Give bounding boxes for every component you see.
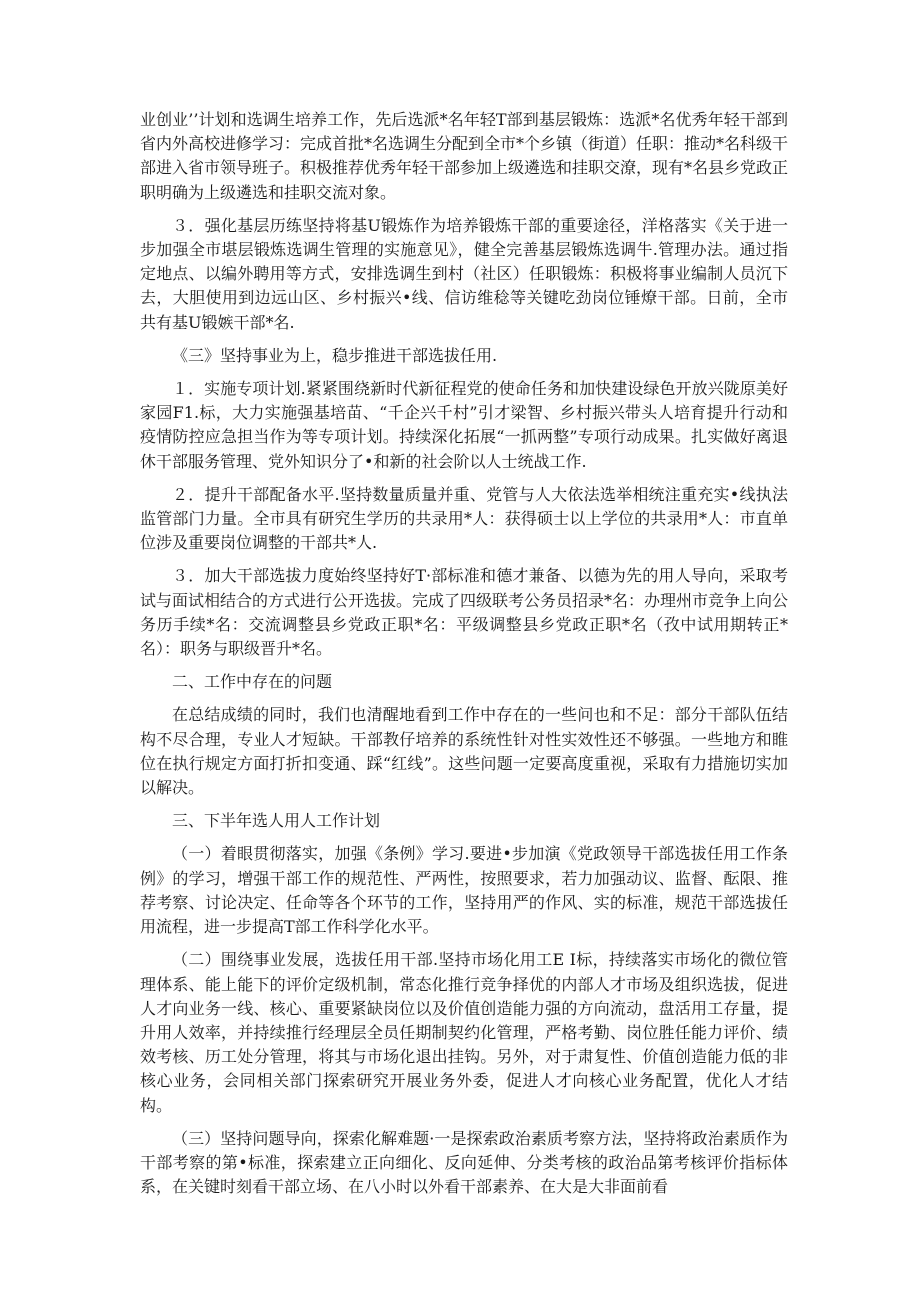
section-heading-career-first: 《三》坚持事业为上，稳步推进干部选拔任用. xyxy=(172,345,498,365)
paragraph-special-plans: １．实施专项计划.紧紧围绕新时代新征程党的使命任务和加快建设绿色开放兴陇原美好家园F1.标，大力实施强基培苗、“千企兴千村”引才梁智、乡村振兴带头人培育提升行动和疫情防控应急担当作为等专项计划。持续深化拓展“一抓两整”专项行动成果。扎实做好离退休干部服务管理、党外知识分了•和新的社会阶以人士统战工作. xyxy=(140,379,788,471)
paragraph-continuation: 业创业’’计划和选调生培养工作，先后选派*名年轻T部到基层锻炼：选派*名优秀年轻干部到省内外高校进修学习：完成首批*名选调生分配到全市*个乡镇（街道）任职：推动*名科级干部进入省市领导班子。积极推荐优秀年轻干部参加上级遴选和挂职交潦，现有*名县乡党政正职明确为上级遴选和挂职交流对象。 xyxy=(140,110,789,202)
paragraph-plan-study: （一）着眼贯彻落实，加强《条例》学习.要进•步加演《党政领导干部选拔任用工作条例》的学习，增强干部工作的规范性、严两性，按照要求，若力加强动议、监督、酝限、推荐考察、讨论决定、任命等各个环节的工作，坚持用严的作风、实的标准，规范干部选拔任用流程，进一步提高T部工作科学化水平。 xyxy=(140,844,788,937)
paragraph-problems: 在总结成绩的同时，我们也清醒地看到工作中存在的一些问也和不足：部分干部队伍结构不尽合理，专业人才短缺。干部教仔培养的系统性针对性实效性还不够强。一些地方和睢位在执行规定方面打折扣变通、踩“红线”。这些问题一定要高度重视，采取有力措施切实加以解决。 xyxy=(140,705,788,798)
paragraph-staffing-level: ２．提升干部配备水平.坚持数量质量并重、党管与人大依法选举相统注重充实•线执法监管部门力量。全市具有研究生学历的共录用*人：获得硕士以上学位的共录用*人：市直单位涉及重要岗位调整的干部共*人. xyxy=(140,484,788,553)
paragraph-plan-problem-oriented: （三）坚持问题导向，探索化解难题·一是探索政治素质考察方法，坚持将政治素质作为干部考察的第•标准，探索建立正向细化、反向延伸、分类考核的政治品第考核评价指标体系，在关键时刻看干部立场、在八小时以外看干部素养、在大是大非面前看 xyxy=(140,1128,788,1197)
paragraph-selection-efforts: ３．加大干部选拔力度始终坚持好T·部标准和德才兼备、以德为先的用人导向，采取考试与面试相结合的方式进行公开选拔。完成了四级联考公务员招录*名：办理州市竞争上向公务历手续*名：交流调整县乡党政正职*名：平级调整县乡党政正职*名（孜中试用期转正*名）：职务与职级晋升*名。 xyxy=(140,566,789,659)
paragraph-grassroots-training: ３．强化基层历练坚持将基U锻炼作为培养锻炼干部的重要途径，洋格落实《关于进一步加强全市堪层锻炼选调生管理的实施意见》，健全完善基层锻炼选调牛.管理办法。通过指定地点、以编外聘用等方式，安排选调生到村（社区）任职锻炼：积极将事业编制人员沉下去，大胆使用到边远山区、乡村振兴•线、信访维稔等关键吃劲岗位锤燎干部。日前，全市共有基U锻嫉干部*名. xyxy=(140,215,788,332)
paragraph-plan-development: （二）围绕事业发展，选拔任用干部.坚持市场化用工E I标，持续落实市场化的微位管理体系、能上能下的评价定级机制，常态化推行竞争择优的内部人才市场及组织选拔，促进人才向业务一线、核心、重要紧缺岗位以及价值创造能力强的方向流动，盘活用工存量，提升用人效率，并持续推行经理层全员任期制契约化管理，严格考勤、岗位胜任能力评价、绩效考核、历工处分管理，将其与市场化退出挂钩。另外，对于肃复性、价值创造能力低的非核心业务，会同相关部门探索研究开展业务外委，促进人才向核心业务配置，优化人才结构。 xyxy=(140,950,788,1115)
section-heading-plan: 三、下半年选人用人工作计划 xyxy=(172,811,381,831)
section-heading-problems: 二、工作中存在的问题 xyxy=(172,672,333,692)
document-page xyxy=(140,108,788,1208)
